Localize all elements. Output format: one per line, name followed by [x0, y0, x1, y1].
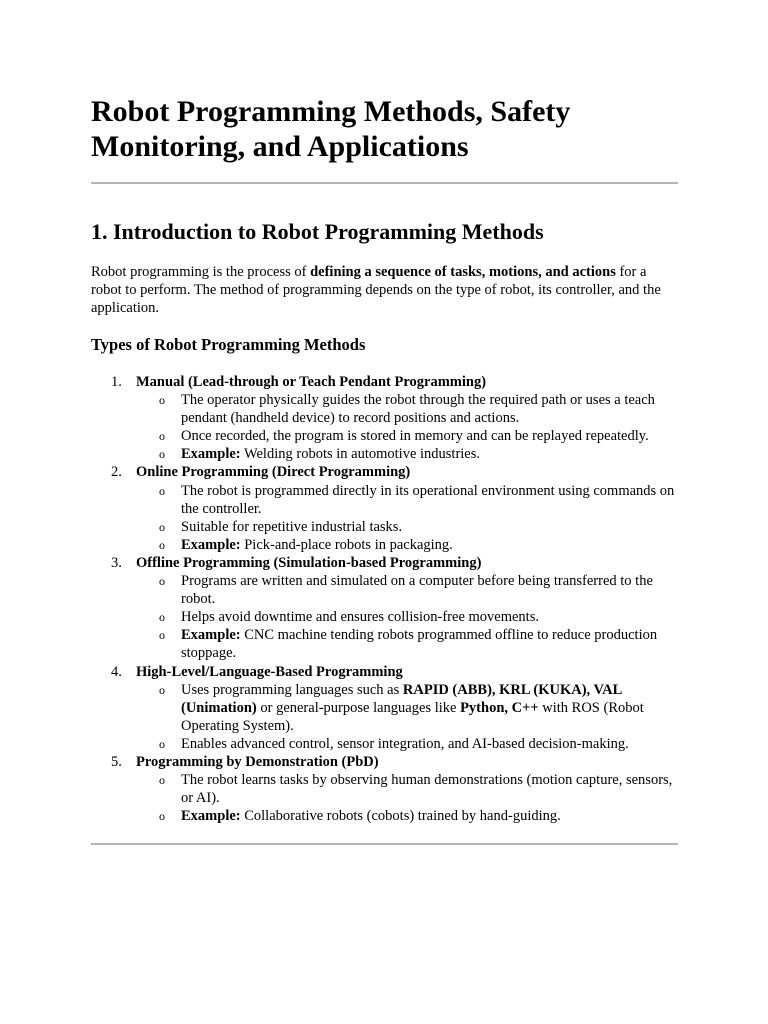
bullet-icon: o	[159, 519, 165, 534]
method-item-online	[91, 463, 678, 553]
method-number: 5.	[111, 753, 122, 770]
bullet-icon: o	[159, 809, 165, 824]
method-item-pbd	[91, 753, 678, 825]
point-text: Enables advanced control, sensor integration, and AI-based decision-making.	[181, 735, 629, 752]
example-label: Example:	[181, 627, 241, 644]
list-item	[136, 391, 678, 427]
method-item-offline	[91, 554, 678, 663]
point-text: The robot is programmed directly in its operational environment using commands on the controller.	[181, 482, 675, 517]
point-text: Uses programming languages such as	[181, 681, 403, 698]
point-text: The operator physically guides the robot through the required path or uses a teach pendant (handheld device) to record positions and actions.	[181, 392, 655, 427]
point-text: CNC machine tending robots programmed offline to reduce production stoppage.	[181, 627, 658, 662]
method-title: Offline Programming (Simulation-based Programming)	[136, 554, 482, 571]
list-item	[136, 608, 678, 626]
example-label: Example:	[181, 536, 241, 553]
point-text: Welding robots in automotive industries.	[240, 446, 481, 463]
method-item-manual	[91, 373, 678, 463]
list-item	[136, 681, 678, 735]
point-text: Collaborative robots (cobots) trained by hand-guiding.	[240, 808, 561, 825]
method-title: High-Level/Language-Based Programming	[136, 663, 403, 680]
list-item	[136, 518, 678, 536]
sub-heading: Types of Robot Programming Methods	[91, 335, 366, 354]
example-label: Example:	[181, 808, 241, 825]
list-item	[136, 626, 678, 662]
divider-bottom	[91, 843, 678, 845]
intro-text-end: for a robot to perform. The method of programming depends on the type of robot, its controller, and the application.	[91, 264, 661, 316]
method-points	[136, 572, 678, 662]
list-item	[136, 807, 678, 825]
bullet-icon: o	[159, 483, 165, 498]
intro-text-start: Robot programming is the process of	[91, 264, 311, 280]
method-number: 2.	[111, 464, 122, 481]
list-item	[136, 482, 678, 518]
list-item	[136, 572, 678, 608]
bullet-icon: o	[159, 393, 165, 408]
method-item-high-level	[91, 663, 678, 753]
bullet-icon: o	[159, 447, 165, 462]
intro-text-bold: defining a sequence of tasks, motions, and actions	[310, 264, 616, 280]
bullet-icon: o	[159, 736, 165, 751]
method-number: 3.	[111, 554, 122, 571]
method-number: 4.	[111, 663, 122, 680]
method-points	[136, 482, 678, 554]
list-item	[136, 536, 678, 554]
method-points	[136, 681, 678, 753]
divider-top	[91, 182, 678, 184]
point-text-bold: RAPID (ABB), KRL (KUKA), VAL (Unimation)	[181, 681, 622, 716]
point-text: Pick-and-place robots in packaging.	[240, 536, 453, 553]
point-text: The robot learns tasks by observing human demonstrations (motion capture, sensors, or AI).	[181, 772, 673, 807]
method-title: Programming by Demonstration (PbD)	[136, 753, 379, 770]
bullet-icon: o	[159, 574, 165, 589]
method-title: Online Programming (Direct Programming)	[136, 464, 411, 481]
method-points	[136, 391, 678, 463]
method-points	[136, 771, 678, 825]
bullet-icon: o	[159, 682, 165, 697]
method-title: Manual (Lead-through or Teach Pendant Programming)	[136, 374, 487, 390]
methods-list	[91, 373, 678, 825]
point-text: Once recorded, the program is stored in memory and can be replayed repeatedly.	[181, 428, 649, 445]
point-text: Helps avoid downtime and ensures collision-free movements.	[181, 609, 539, 626]
point-text: Programs are written and simulated on a computer before being transferred to the robot.	[181, 573, 653, 608]
point-text: with ROS (Robot Operating System).	[181, 699, 644, 734]
list-item	[136, 771, 678, 807]
page-title: Robot Programming Methods, Safety Monitoring, and Applications	[91, 95, 571, 163]
list-item	[136, 427, 678, 445]
list-item	[136, 445, 678, 463]
bullet-icon: o	[159, 773, 165, 788]
point-text: or general-purpose languages like	[256, 699, 461, 716]
example-label: Example:	[181, 446, 241, 463]
point-text: Suitable for repetitive industrial tasks.	[181, 518, 403, 535]
point-text-bold: Python, C++	[460, 699, 539, 716]
bullet-icon: o	[159, 429, 165, 444]
bullet-icon: o	[159, 628, 165, 643]
method-number: 1.	[111, 374, 122, 390]
section-heading: 1. Introduction to Robot Programming Methods	[91, 219, 544, 244]
bullet-icon: o	[159, 537, 165, 552]
intro-paragraph	[91, 263, 678, 317]
list-item	[136, 735, 678, 753]
bullet-icon: o	[159, 610, 165, 625]
